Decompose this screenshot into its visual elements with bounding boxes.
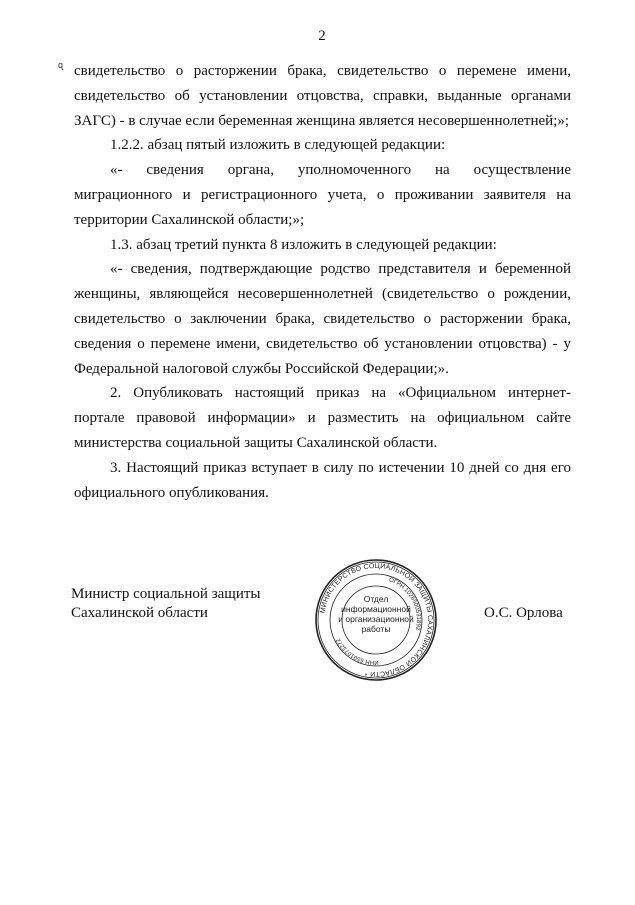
- paragraph-continuation: свидетельство о расторжении брака, свидетельство о перемене имени, свидетельство об установлении отцовства, справки, выданные органами ЗАГС) - в случае если беременная женщина является несовершеннолетней;»;: [74, 63, 571, 129]
- signature-title: [71, 585, 261, 623]
- signature-title-line1: Министр социальной защиты: [71, 586, 261, 602]
- stamp-center-line2: информационной: [341, 604, 411, 614]
- document-body: [74, 59, 571, 505]
- stamp-center-text: [334, 594, 418, 634]
- paragraph-publish: 2. Опубликовать настоящий приказ на «Официальном интернет-портале правовой информации» и разместить на официальном сайте министерства социальной защиты Сахалинской области.: [74, 385, 571, 451]
- margin-mark: ɋ: [58, 60, 64, 70]
- stamp-center-line1: Отдел: [363, 594, 389, 604]
- paragraph-effective: 3. Настоящий приказ вступает в силу по истечении 10 дней со дня его официального опубликования.: [74, 459, 571, 501]
- stamp-outer-text: МИНИСТЕРСТВО СОЦИАЛЬНОЙ ЗАЩИТЫ САХАЛИНСКОЙ ОБЛАСТИ *: [319, 562, 434, 678]
- stamp-center-line3: и организационной: [338, 614, 414, 624]
- stamp-center-line4: работы: [361, 624, 391, 634]
- stamp-inn: ИНН 6501073272: [335, 637, 379, 666]
- signature-name: О.С. Орлова: [484, 605, 563, 621]
- paragraph-1-3: 1.3. абзац третий пункта 8 изложить в следующей редакции:: [110, 236, 497, 253]
- stamp-ogrn: ОГРН 1026500531892: [387, 577, 422, 631]
- paragraph-quote-migration: «- сведения органа, уполномоченного на осуществление миграционного и регистрационного учета, о проживании заявителя на территории Сахалинской области;»;: [74, 162, 571, 228]
- paragraph-1-2-2: 1.2.2. абзац пятый изложить в следующей редакции:: [110, 137, 446, 154]
- page-number: 2: [318, 28, 326, 44]
- paragraph-quote-kinship: «- сведения, подтверждающие родство представителя и беременной женщины, являющейся несовершеннолетней (свидетельство о рождении, свидетельство о заключении брака, свидетельство о расторжении брака, сведения о перемене имени, свидетельство об установлении отцовства) - у Федеральной налоговой службы Российской Федерации;».: [74, 261, 571, 377]
- signature-title-line2: Сахалинской области: [71, 605, 208, 621]
